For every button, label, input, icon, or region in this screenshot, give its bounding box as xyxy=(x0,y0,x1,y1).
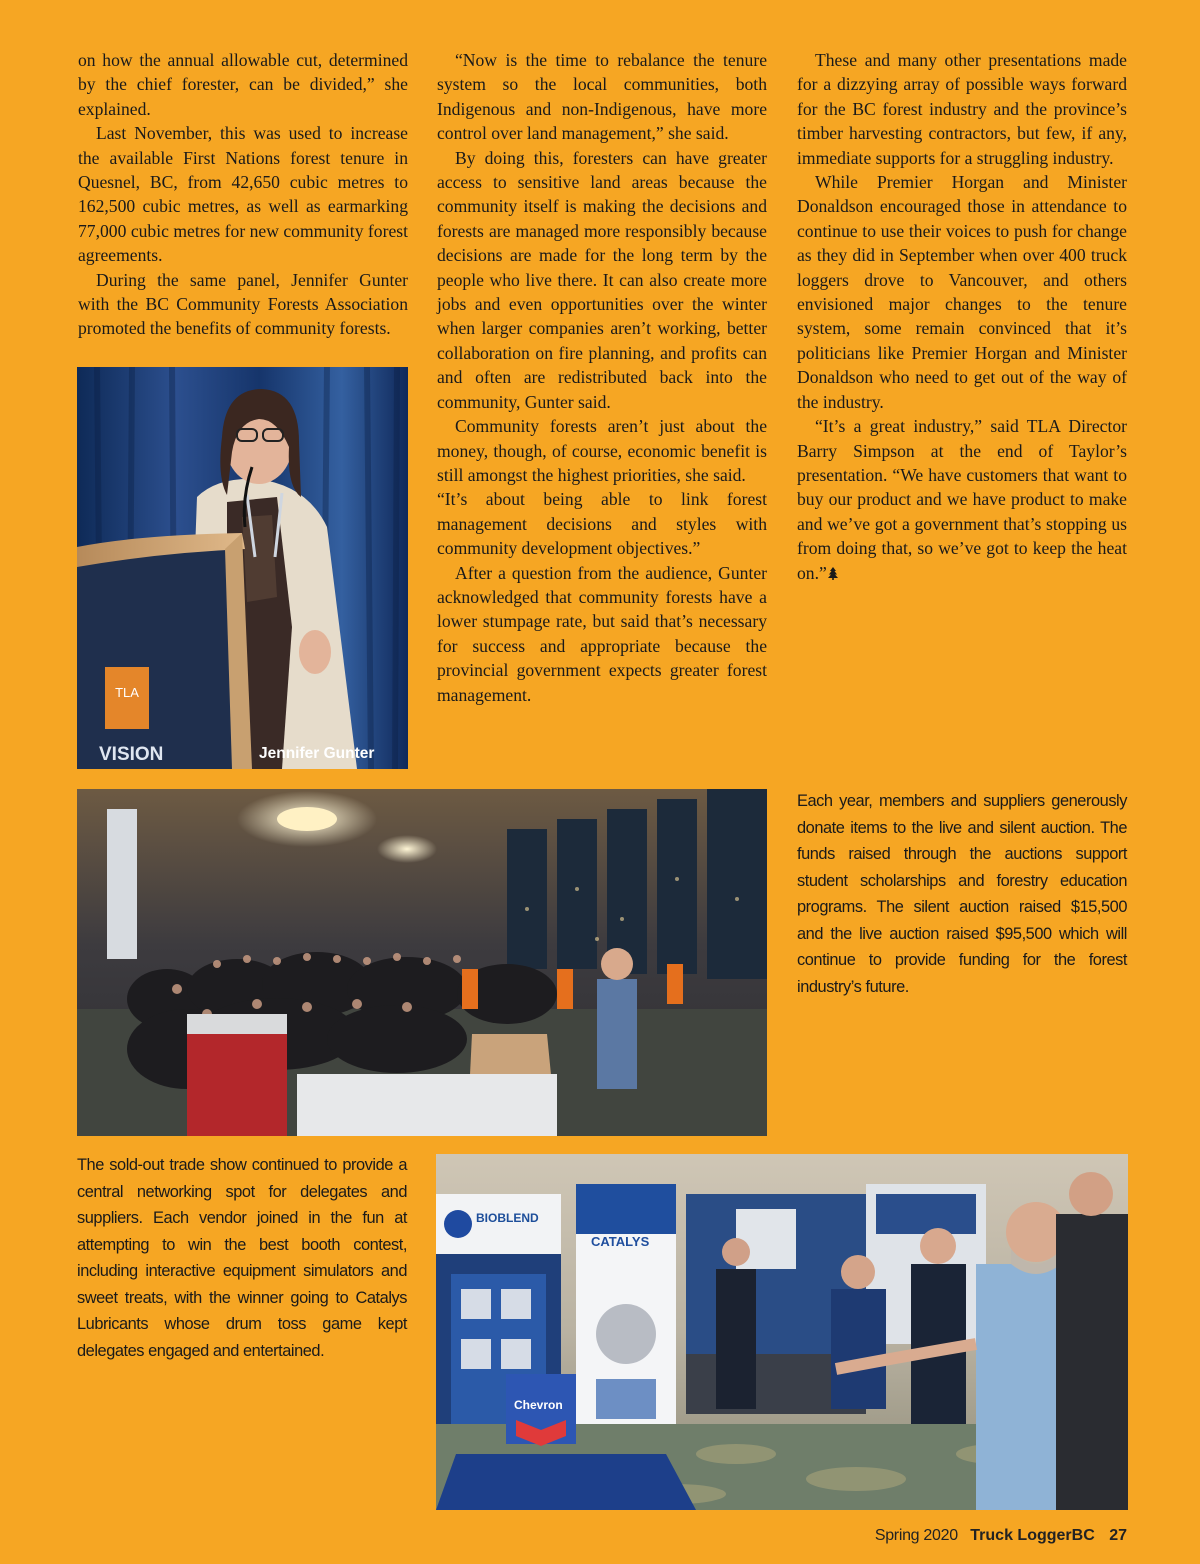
paragraph: Community forests aren’t just about the money, though, of course, economic benefit is still amongst the highest priorities, she said. xyxy=(437,416,767,485)
banner-bioblend-text: BIOBLEND xyxy=(476,1211,539,1225)
page-number: 27 xyxy=(1109,1527,1127,1544)
banner-catalys-text: CATALYS xyxy=(591,1234,650,1249)
magazine-name: Truck LoggerBC xyxy=(970,1527,1095,1544)
closing-quote-text: “It’s a great industry,” said TLA Director Barry Simpson at the end of Taylor’s presentation. “We have customers that want to buy our product and we have product to make and we’ve got a government that’s stopping us from doing that, so we’ve got to keep the heat on.” xyxy=(797,416,1127,583)
podium-word-text: VISION xyxy=(99,744,164,765)
paragraph: “It’s about being able to link forest management decisions and styles with community development objectives.” xyxy=(437,489,767,559)
box-brand-text: Chevron xyxy=(514,1398,563,1412)
photo-jennifer-gunter xyxy=(77,367,408,769)
article-column-2 xyxy=(437,48,767,707)
caption-auction: Each year, members and suppliers generously donate items to the live and silent auction. The funds raised through the auctions support student scholarships and forestry education programs. The silent auction raised $15,500 and the live auction raised $95,500 which will continue to provide funding for the forest industry’s future. xyxy=(797,792,1127,996)
paragraph: While Premier Horgan and Minister Donaldson encouraged those in attendance to continue to use their voices to push for change as they did in September when over 400 truck loggers drove to Vancouver, and others envisioned major changes to the tenure system, some remain convinced that it’s politicians like Premier Horgan and Minister Donaldson who need to get out of the way of the industry. xyxy=(797,172,1127,412)
photo-auction-hall xyxy=(77,789,767,1136)
paragraph: These and many other presentations made for a dizzying array of possible ways forward for the BC forest industry and the province’s timber harvesting contractors, but few, if any, immediate supports for a struggling industry. xyxy=(797,50,1127,168)
article-column-3 xyxy=(797,48,1127,585)
paragraph: “Now is the time to rebalance the tenure system so the local communities, both Indigenous and non-Indigenous, have more control over land management,” she said. xyxy=(437,50,767,144)
paragraph: By doing this, foresters can have greater access to sensitive land areas because the community itself is making the decisions and forests are managed more responsibly because decisions are made for the long term by the people who live there. It can also create more jobs and even opportunities over the winter when larger companies aren’t working, better collaboration on fire planning, and profits can and often are redistributed back into the community, Gunter said. xyxy=(437,147,767,412)
page-footer xyxy=(875,1527,1127,1545)
paragraph: After a question from the audience, Gunter acknowledged that community forests have a lower stumpage rate, but said that’s necessary for success and appropriate because the provincial government expects greater forest management. xyxy=(437,562,767,705)
caption-trade-show: The sold-out trade show continued to provide a central networking spot for delegates and suppliers. Each vendor joined in the fun at attempting to win the best booth contest, including interactive equipment simulators and sweet treats, with the winner going to Catalys Lubricants whose drum toss game kept delegates engaged and entertained. xyxy=(77,1156,407,1360)
photo-caption: Jennifer Gunter xyxy=(259,745,375,762)
paragraph xyxy=(797,414,1127,585)
paragraph: on how the annual allowable cut, determined by the chief forester, can be divided,” she explained. xyxy=(78,50,408,119)
paragraph: During the same panel, Jennifer Gunter with the BC Community Forests Association promoted the benefits of community forests. xyxy=(78,269,408,339)
issue-label: Spring 2020 xyxy=(874,1527,958,1544)
tree-icon xyxy=(828,567,838,580)
podium-logo-text: TLA xyxy=(115,685,139,700)
paragraph: Last November, this was used to increase the available First Nations forest tenure in Quesnel, BC, from 42,650 cubic metres to 162,500 cubic metres, as well as earmarking 77,000 cubic metres for new community forest agreements. xyxy=(78,123,408,266)
photo-trade-show-booth xyxy=(436,1154,1128,1510)
article-column-1 xyxy=(78,48,408,341)
